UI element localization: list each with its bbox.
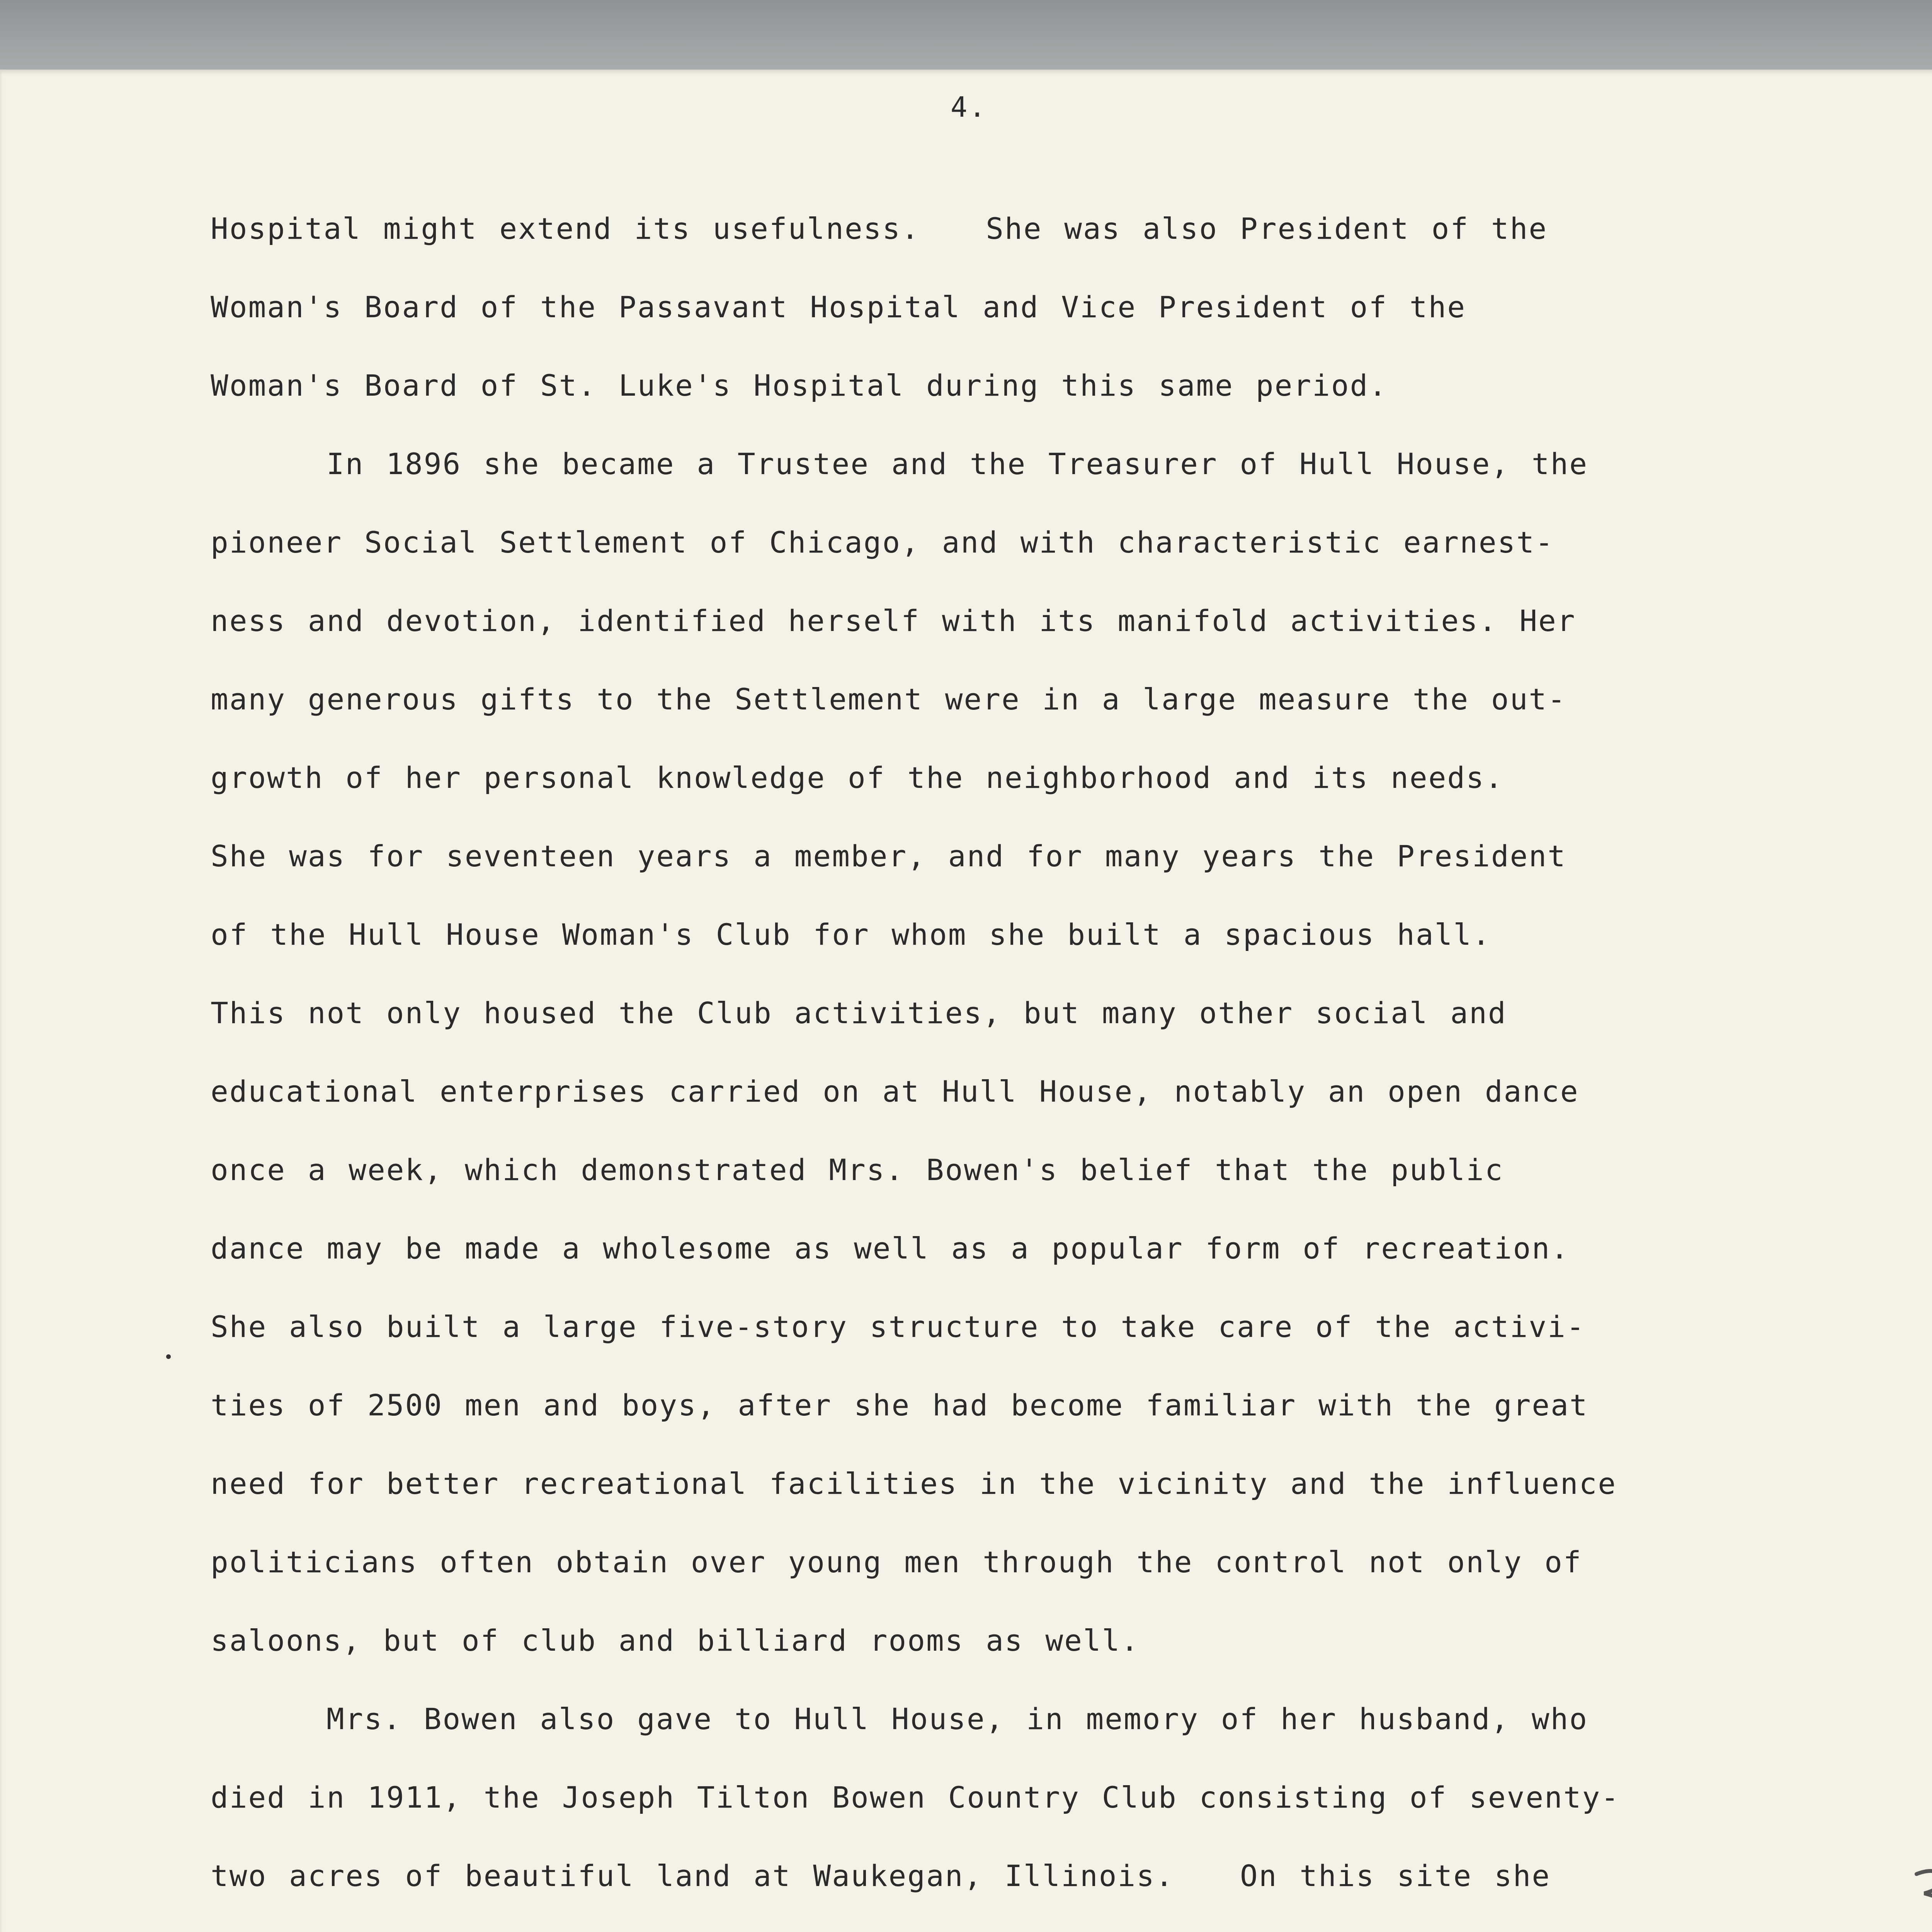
body-text: [211, 189, 1911, 1932]
text-line: Hospital might extend its usefulness. She was also President of the: [211, 211, 1548, 246]
text-line: Woman's Board of the Passavant Hospital and Vice President of the: [211, 290, 1466, 324]
scanner-edge-band: [0, 0, 1932, 73]
text-line: politicians often obtain over young men through the control not only of: [211, 1545, 1582, 1579]
text-line: She was for seventeen years a member, and for many years the President: [211, 839, 1566, 873]
text-line: educational enterprises carried on at Hull House, notably an open dance: [211, 1074, 1579, 1109]
text-line: In 1896 she became a Trustee and the Treasurer of Hull House, the: [327, 447, 1588, 481]
text-line: need for better recreational facilities in the vicinity and the influence: [211, 1466, 1617, 1501]
text-line: She also built a large five-story structure to take care of the activi-: [211, 1310, 1585, 1344]
text-line: pioneer Social Settlement of Chicago, and with characteristic earnest-: [211, 525, 1554, 560]
text-line: Mrs. Bowen also gave to Hull House, in memory of her husband, who: [327, 1702, 1588, 1736]
page-number: 4.: [951, 91, 987, 123]
text-line: many generous gifts to the Settlement were in a large measure the out-: [211, 682, 1566, 716]
text-line: saloons, but of club and billiard rooms as well.: [211, 1623, 1140, 1658]
text-line: ties of 2500 men and boys, after she had become familiar with the great: [211, 1388, 1588, 1422]
text-line: ness and devotion, identified herself with its manifold activities. Her: [211, 604, 1576, 638]
text-line: died in 1911, the Joseph Tilton Bowen Country Club consisting of seventy-: [211, 1780, 1620, 1815]
text-line: once a week, which demonstrated Mrs. Bowen's belief that the public: [211, 1153, 1504, 1187]
margin-pen-mark-icon: [1909, 1855, 1932, 1909]
text-line: Woman's Board of St. Luke's Hospital during this same period.: [211, 368, 1388, 403]
text-line: two acres of beautiful land at Waukegan, Illinois. On this site she: [211, 1859, 1551, 1893]
text-line: dance may be made a wholesome as well as a popular form of recreation.: [211, 1231, 1570, 1265]
text-line: This not only housed the Club activities, but many other social and: [211, 996, 1507, 1030]
text-line: of the Hull House Woman's Club for whom she built a spacious hall.: [211, 917, 1491, 952]
text-line: [211, 1915, 1911, 1932]
stray-ink-dot: [166, 1354, 171, 1359]
text-line: growth of her personal knowledge of the neighborhood and its needs.: [211, 760, 1504, 795]
